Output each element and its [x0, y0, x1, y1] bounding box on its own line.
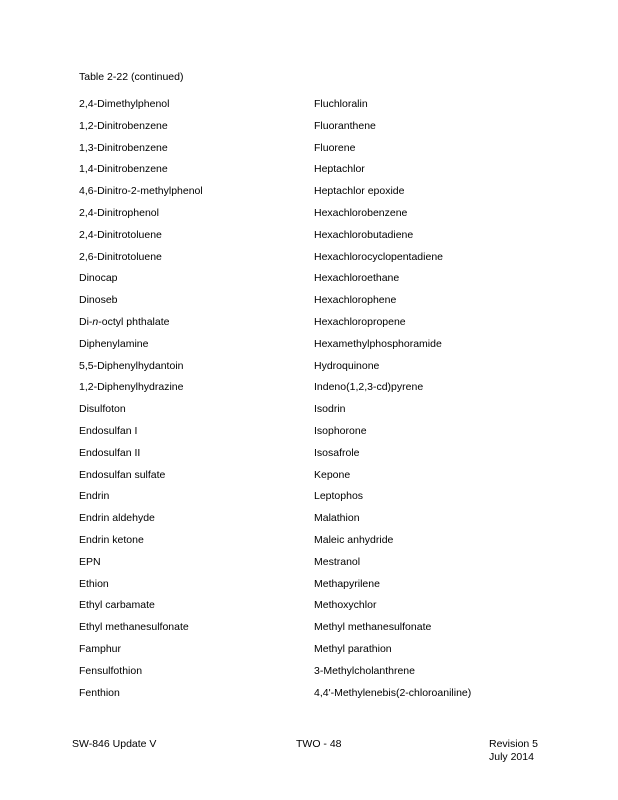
compound-entry: Endrin [79, 490, 110, 503]
compound-entry: Hexachlorophene [314, 294, 397, 307]
compound-entry: 3-Methylcholanthrene [314, 664, 415, 677]
compound-entry: 1,2-Diphenylhydrazine [79, 381, 184, 394]
footer-revision-date: July 2014 [489, 750, 534, 763]
compound-entry: EPN [79, 555, 101, 568]
compound-entry: Fensulfothion [79, 664, 143, 677]
compound-entry: 5,5-Diphenylhydantoin [79, 359, 184, 372]
compound-entry: Disulfoton [79, 403, 126, 416]
compound-entry: Endrin ketone [79, 533, 144, 546]
compound-entry: Di-n-octyl phthalate [79, 315, 170, 328]
compound-entry: Hexachloropropene [314, 315, 406, 328]
compound-entry: 2,4-Dimethylphenol [79, 98, 170, 110]
compound-entry: Isophorone [314, 424, 367, 437]
compound-entry: Heptachlor epoxide [314, 185, 405, 198]
compound-entry: Kepone [314, 468, 351, 481]
compound-entry: Diphenylamine [79, 337, 149, 350]
footer-document-id: SW-846 Update V [72, 738, 157, 750]
compound-entry: 1,2-Dinitrobenzene [79, 119, 168, 132]
compound-list-right [314, 97, 471, 707]
compound-entry: 4,6-Dinitro-2-methylphenol [79, 185, 203, 198]
compound-entry: Famphur [79, 642, 122, 655]
footer-page-number: TWO - 48 [296, 738, 342, 750]
compound-entry: Ethion [79, 577, 109, 590]
compound-entry: Ethyl carbamate [79, 599, 155, 612]
compound-entry: 1,3-Dinitrobenzene [79, 141, 168, 154]
compound-entry: 2,6-Dinitrotoluene [79, 250, 162, 263]
compound-entry: Fenthion [79, 686, 120, 699]
footer-revision [489, 738, 538, 763]
compound-entry: Leptophos [314, 490, 364, 503]
compound-entry: Mestranol [314, 555, 361, 568]
compound-entry: Malathion [314, 512, 360, 525]
compound-entry: Isosafrole [314, 446, 360, 459]
compound-entry: 2,4-Dinitrotoluene [79, 228, 162, 241]
compound-entry: Methyl methanesulfonate [314, 621, 432, 634]
compound-entry: Fluorene [314, 141, 356, 154]
compound-entry: Fluchloralin [314, 98, 368, 110]
compound-entry: Endrin aldehyde [79, 512, 155, 525]
compound-entry: 1,4-Dinitrobenzene [79, 163, 168, 176]
compound-entry: Endosulfan II [79, 446, 141, 459]
compound-entry: Methoxychlor [314, 599, 377, 612]
compound-entry: Hexachlorobenzene [314, 206, 408, 219]
compound-entry: Fluoranthene [314, 119, 376, 132]
compound-entry: Maleic anhydride [314, 533, 394, 546]
table-caption: Table 2-22 (continued) [79, 71, 184, 83]
compound-entry: Hexamethylphosphoramide [314, 337, 442, 350]
compound-entry: Heptachlor [314, 163, 365, 176]
compound-entry: Endosulfan sulfate [79, 468, 166, 481]
compound-entry: Hydroquinone [314, 359, 380, 372]
compound-entry: Isodrin [314, 403, 346, 416]
compound-entry: Hexachloroethane [314, 272, 400, 285]
compound-entry: 2,4-Dinitrophenol [79, 206, 159, 219]
compound-entry: Hexachlorobutadiene [314, 228, 414, 241]
compound-entry: Hexachlorocyclopentadiene [314, 250, 443, 263]
compound-entry: Methapyrilene [314, 577, 380, 590]
compound-entry: Methyl parathion [314, 642, 392, 655]
compound-entry: Dinoseb [79, 294, 118, 307]
compound-entry: Dinocap [79, 272, 118, 285]
compound-entry: Indeno(1,2,3-cd)pyrene [314, 381, 424, 394]
compound-entry: Endosulfan I [79, 424, 138, 437]
footer-revision-number: Revision 5 [489, 738, 539, 750]
compound-entry: Ethyl methanesulfonate [79, 621, 189, 634]
compound-entry: 4,4'-Methylenebis(2-chloroaniline) [314, 686, 472, 699]
compound-list-left [79, 97, 203, 707]
